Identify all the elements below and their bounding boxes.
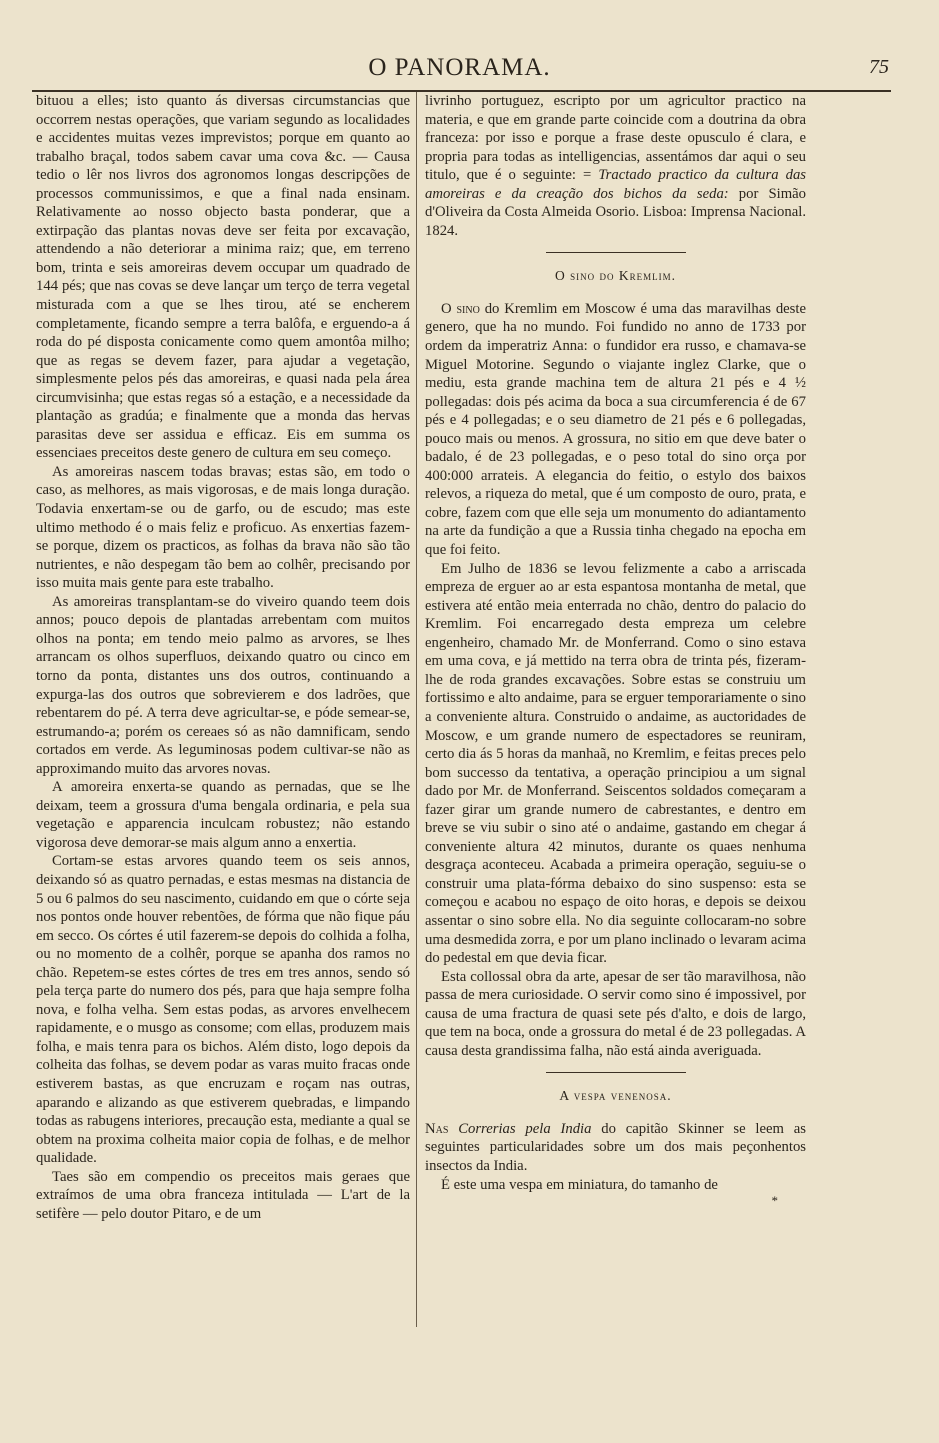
book-reference-tail: por Simão d'Oliveira da Costa Almeida Osorio. Lisboa: Imprensa Nacional. 1824. <box>425 185 806 239</box>
section-title-kremlin-bell: O sino do Kremlim. <box>555 268 676 284</box>
left-paragraph-1: bituou a elles; isto quanto ás diversas circumstancias que occorrem nestas operações, que variam segundo as localidades e accidentes muitas vezes imprevistos; porque em quanto ao trabalho braçal, todos sabem cavar uma cova &c. — Causa tedio o lêr nos livros dos agronomos longas descripções de processos communissimos, e que a final nada ensinam. Relativamente ao nosso objecto basta ponderar, que a extirpação das plantas novas deve ser feita por excavação, attendendo a não deteriorar a minima raiz; que, em terreno bom, trinta e seis amoreiras devem occupar um quadrado de 144 pés; que nas covas se deve lançar um terço de terra vegetal misturada com a que se lhes tirou, até se encherem completamente, ficando sempre a terra balôfa, e erguendo-a á roda do pé disposta conicamente como quem amontôa milho; que as regas se devem fazer, para ajudar a vegetação, simplesmente pelos pés das amoreiras, e quasi nada pela área circumvisinha; que estas regas só a estação, e a necessidade da plantação as gradúa; e finalmente que a monda das hervas parasitas deve ser assidua e efficaz. Eis em summa os essenciaes preceitos deste genero de cultura em seu começo. <box>36 93 410 462</box>
book-reference-paragraph <box>425 92 806 240</box>
section-divider-1 <box>546 252 686 253</box>
wasp-paragraph-2: É este uma vespa em miniatura, do tamanho de <box>441 1176 718 1193</box>
left-paragraph-2: As amoreiras nascem todas bravas; estas são, em todo o caso, as melhores, as mais vigorosas, e de mais longa duração. Todavia enxertam-se ou de garfo, ou de escudo; mas este ultimo methodo é o mais feliz e proficuo. As enxertias fazem-se porque, dizem os practicos, as folhas da brava não são tão nutrientes, e não despegam tão bem ao colhêr, precisando por isso muita mais gente para este trabalho. <box>36 463 410 592</box>
kremlin-paragraph-1 <box>425 300 806 560</box>
left-paragraph-3: As amoreiras transplantam-se do viveiro quando teem dois annos; pouco depois de plantadas arrebentam com muitos olhos na ponta; em tendo meio palmo as arvores, se lhes arrancam os olhos superfluos, deixando quatro ou cinco em torno da ponta, distantes uns dos outros, continuando a expurga-las dos outros que sobrevierem e dos ladrões, que rebentarem do pé. A terra deve agricultar-se, e póde semear-se, estrumando-a; porém os cereaes só as não damnificam, sendo cortados em verde. As leguminosas podem cultivar-se não as approximando muito das arvores novas. <box>36 593 410 777</box>
wasp-paragraph-1 <box>425 1120 806 1176</box>
left-column <box>36 92 410 1223</box>
right-column <box>425 92 806 1208</box>
left-paragraph-5: Cortam-se estas arvores quando teem os seis annos, deixando só as quatro pernadas, e estas mesmas na distancia de 5 ou 6 palmos do seu nascimento, cuidando em que o córte seja nos pontos onde houver rebentões, de fórma que não fique páu em secco. Os córtes é util fazerem-se depois do colhida a folha, ou no momento de a colhêr, porque se apanha dos ramos no chão. Repetem-se estes córtes de tres em tres annos, sendo só pela terça parte do numero dos pés, para que haja sempre folha nova, e folha velha. Sem estas podas, as arvores envelhecem rapidamente, e o musgo as consome; com ellas, produzem mais folha, e mais tenra para os bichos. Além disto, logo depois da colheita das folhas, se devem podar as varas muito fracas onde estiverem bastas, as que encruzam e roçam nas outras, aparando e alizando as que estiverem quebradas, e limpando todas as rabugens interiores, precaução esta, mediante a qual se obtem na proxima colheita maior copia de folhas, e de melhor qualidade. <box>36 853 410 1167</box>
page-number: 75 <box>869 56 889 78</box>
kremlin-lead-word: O sino <box>441 300 480 317</box>
page-header <box>30 50 889 90</box>
kremlin-paragraph-1-text: do Kremlim em Moscow é uma das maravilhas deste genero, que ha no mundo. Foi fundido no anno de 1733 por ordem da imperatriz Anna: o fundidor era russo, e chamava-se Miguel Motorine. Segundo o viajante inglez Clarke, que o mediu, esta grande machina tem de altura 21 pés e 4 ½ pollegadas: dois pés acima da boca a sua circumferencia é de 67 pés e 4 pollegadas; e o seu diametro de 21 pés e 6 pollegadas, pouco mais ou menos. A grossura, no sitio em que deve bater o badalo, é de 23 pollegadas, e o peso total do sino orça por 400:000 arrateis. A elegancia do feitio, o estylo dos baixos relevos, a riqueza do metal, que é um composto de ouro, prata, e cobre, fazem com que elle seja um monumento do adiantamento na arte da fundição a que a Russia tinha chegado na epocha em que foi feito. <box>425 300 806 559</box>
section-divider-2 <box>546 1072 686 1073</box>
wasp-paragraph-1-text: do capitão Skinner se leem as seguintes particularidades sobre um dos mais peçonhentos insectos da India. <box>425 1120 807 1174</box>
kremlin-paragraph-3: Esta collossal obra da arte, apesar de ser tão maravilhosa, não passa de mera curiosidade. O servir como sino é impossivel, por causa de uma fractura de quasi sete pés d'alto, e dois de largo, que tem na boca, onde a grossura do metal é de 23 pollegadas. A causa desta grandissima falha, não está ainda averiguada. <box>425 968 806 1059</box>
section-title-venomous-wasp: A vespa venenosa. <box>559 1088 672 1104</box>
book-title: Tractado practico da cultura das amoreiras e da creação dos bichos da seda: <box>425 167 807 202</box>
book-reference-lead: livrinho portuguez, escripto por um agricultor practico na materia, e que em grande parte coincide com a doutrina da obra franceza: por isso e porque a frase deste opusculo é clara, e propria para todas as intelligencias, assentámos dar aqui o seu titulo, que é o seguinte: = <box>425 93 806 184</box>
left-paragraph-4: A amoreira enxerta-se quando as pernadas, que se lhe deixam, teem a grossura d'uma bengala ordinaria, e pela sua vegetação e apparencia inculcam robustez; não estando vigorosa deve demorar-se mais algum anno a enxertia. <box>36 779 410 851</box>
masthead: O PANORAMA. <box>368 54 551 81</box>
footer-mark: * <box>771 1193 778 1209</box>
column-divider <box>416 92 417 1327</box>
wasp-lead-word: Nas <box>425 1120 449 1137</box>
wasp-book-title: Correrias pela India <box>458 1120 592 1137</box>
left-paragraph-6: Taes são em compendio os preceitos mais geraes que extraímos de uma obra franceza intitulada — L'art de la setifère — pelo doutor Pitaro, e de um <box>36 1168 410 1222</box>
kremlin-paragraph-2: Em Julho de 1836 se levou felizmente a cabo a arriscada empreza de erguer ao ar esta espantosa montanha de metal, que estivera até então meia enterrada no chão, dentro do palacio do Kremlim. Foi encarregado desta empreza um celebre engenheiro, chamado Mr. de Monferrand. Como o sino estava em uma cova, e já mettido na terra obra de trinta pés, fizeram-lhe de roda grandes excavações. Sobre estas se construiu um fortissimo e alto andaime, para se erguer temporariamente o sino a conveniente altura. Construido o andaime, as auctoridades de Moscow, e um grande numero de espectadores se reuniram, certo dia ás 5 horas da manhaã, no Kremlim, e feitas preces pelo bom successo da tentativa, a operação principiou a um signal dado por Mr. de Monferrand. Seiscentos soldados começaram a fazer girar um grande numero de cabrestantes, e dentro em breve se viu subir o sino até o andaime, gastando em chegar á conveniente altura 42 minutos, durante os quaes nenhuma desgraça aconteceu. Acabada a primeira operação, seguiu-se o construir uma plata-fórma debaixo do sino suspenso: esta se começou e acabou no espaço de oito horas, e depois se deixou assentar o sino sobre ella. No dia seguinte collocaram-no sobre uma desmedida zorra, e por um plano inclinado o levaram acima do pedestal em que devia ficar. <box>425 560 806 967</box>
